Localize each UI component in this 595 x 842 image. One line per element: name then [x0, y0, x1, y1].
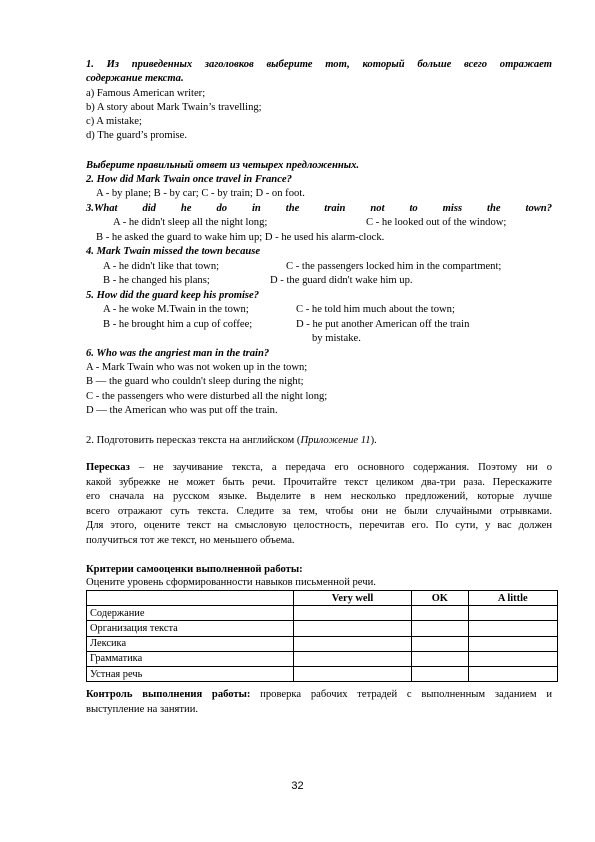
- question-3-answer-a: A - he didn't sleep all the night long;: [113, 217, 268, 228]
- task1-option-a: a) Famous American writer;: [86, 88, 206, 99]
- question-5-answer-c: C - he told him much about the town;: [296, 304, 455, 315]
- question-6-answer-b: B — the guard who couldn't sleep during the night;: [86, 376, 304, 387]
- criteria-table: [86, 590, 558, 682]
- control-paragraph: [86, 688, 552, 717]
- task1-option-d: d) The guard’s promise.: [86, 130, 188, 141]
- question-3-answer-c: C - he looked out of the window;: [366, 217, 507, 228]
- retelling-line-3: его сначала на русском языке. Выделите в нем несколько предложений, которые лучше: [86, 491, 552, 503]
- question-6-answer-c: C - the passengers who were disturbed all the night long;: [86, 391, 328, 402]
- task1-prompt-line1: 1. Из приведенных заголовков выберите тот, который больше всего отражает: [86, 59, 552, 70]
- control-line-2: выступление на занятии.: [86, 703, 199, 715]
- criteria-header-row: [87, 591, 558, 606]
- task1-option-c: c) A mistake;: [86, 116, 142, 127]
- table-row: [87, 666, 558, 681]
- table-cell[interactable]: [294, 621, 412, 636]
- table-cell[interactable]: [468, 651, 558, 666]
- task2-line: [86, 434, 552, 447]
- retelling-paragraph: [86, 461, 552, 549]
- question-5-answer-a: A - he woke M.Twain in the town;: [103, 304, 249, 315]
- table-row: [87, 636, 558, 651]
- question-6-answer-d: D — the American who was put off the train.: [86, 405, 278, 416]
- choose-heading: Выберите правильный ответ из четырех предложенных.: [86, 160, 360, 171]
- retelling-line-5: Для этого, оцените текст на смысловую целостность, перечитав его. По сути, у вас должен: [86, 520, 552, 532]
- question-5: 5. How did the guard keep his promise?: [86, 290, 260, 301]
- table-cell[interactable]: [294, 606, 412, 621]
- table-cell[interactable]: [468, 621, 558, 636]
- question-4-answer-d: D - the guard didn't wake him up.: [270, 275, 413, 286]
- criteria-row-label: Организация текста: [87, 621, 294, 636]
- control-line-1: Контроль выполнения работы: проверка рабочих тетрадей с выполненным заданием и: [86, 689, 552, 700]
- question-4-answer-b: B - he changed his plans;: [103, 275, 210, 286]
- retelling-line-4: всего отражают суть текста. Следите за тем, чтобы они не были случайными отрывками.: [86, 505, 552, 517]
- question-4-answer-c: C - the passengers locked him in the compartment;: [286, 261, 502, 272]
- retelling-line-2: какой зубрежке не может быть речи. Прочитайте текст целиком два-три раза. Перескажите: [86, 476, 552, 488]
- table-cell[interactable]: [468, 636, 558, 651]
- question-6-answer-a: A - Mark Twain who was not woken up in the town;: [86, 362, 308, 373]
- table-cell[interactable]: [294, 651, 412, 666]
- table-cell[interactable]: [412, 636, 468, 651]
- control-label: Контроль выполнения работы:: [86, 689, 251, 700]
- table-row: [87, 621, 558, 636]
- question-5-answer-b: B - he brought him a cup of coffee;: [103, 319, 253, 330]
- retelling-term: Пересказ: [86, 462, 130, 473]
- criteria-header-very-well: Very well: [294, 591, 412, 606]
- question-4-answer-a: A - he didn't like that town;: [103, 261, 220, 272]
- table-cell[interactable]: [412, 651, 468, 666]
- criteria-row-label: Устная речь: [87, 666, 294, 681]
- criteria-heading: Критерии самооценки выполненной работы:: [86, 564, 303, 575]
- task2-text-end: ).: [370, 435, 377, 446]
- table-cell[interactable]: [294, 636, 412, 651]
- task2-appendix-ref: Приложение 11: [300, 435, 371, 446]
- criteria-header-a-little: A little: [468, 591, 558, 606]
- question-5-answer-d-cont: by mistake.: [312, 333, 361, 344]
- question-3-answers-bd: B - he asked the guard to wake him up; D - he used his alarm-clock.: [96, 232, 385, 243]
- question-2-answers: A - by plane; B - by car; C - by train; D - on foot.: [96, 188, 305, 199]
- retelling-line-1: Пересказ – не заучивание текста, а передача его основного содержания. Поэтому ни о: [86, 462, 552, 473]
- question-3: 3.What did he do in the train not to miss the town?: [86, 203, 552, 214]
- table-cell[interactable]: [412, 606, 468, 621]
- table-cell[interactable]: [294, 666, 412, 681]
- table-cell[interactable]: [468, 606, 558, 621]
- table-row: [87, 606, 558, 621]
- table-cell[interactable]: [412, 666, 468, 681]
- criteria-header-blank: [87, 591, 294, 606]
- criteria-subheading: Оцените уровень сформированности навыков письменной речи.: [86, 577, 376, 588]
- retelling-line-6: получиться тот же текст, но меньшего объема.: [86, 534, 295, 546]
- task1-prompt-line2: содержание текста.: [86, 73, 184, 84]
- criteria-row-label: Грамматика: [87, 651, 294, 666]
- task1-option-b: b) A story about Mark Twain’s travelling;: [86, 102, 262, 113]
- criteria-row-label: Содержание: [87, 606, 294, 621]
- question-4: 4. Mark Twain missed the town because: [86, 246, 261, 257]
- question-2: 2. How did Mark Twain once travel in France?: [86, 174, 292, 185]
- table-row: [87, 651, 558, 666]
- page-number: 32: [291, 780, 304, 792]
- table-cell[interactable]: [468, 666, 558, 681]
- criteria-header-ok: OK: [412, 591, 468, 606]
- task2-text: 2. Подготовить пересказ текста на английском (: [86, 435, 301, 446]
- question-6: 6. Who was the angriest man in the train?: [86, 348, 270, 359]
- criteria-row-label: Лексика: [87, 636, 294, 651]
- table-cell[interactable]: [412, 621, 468, 636]
- question-5-answer-d: D - he put another American off the train: [296, 319, 470, 330]
